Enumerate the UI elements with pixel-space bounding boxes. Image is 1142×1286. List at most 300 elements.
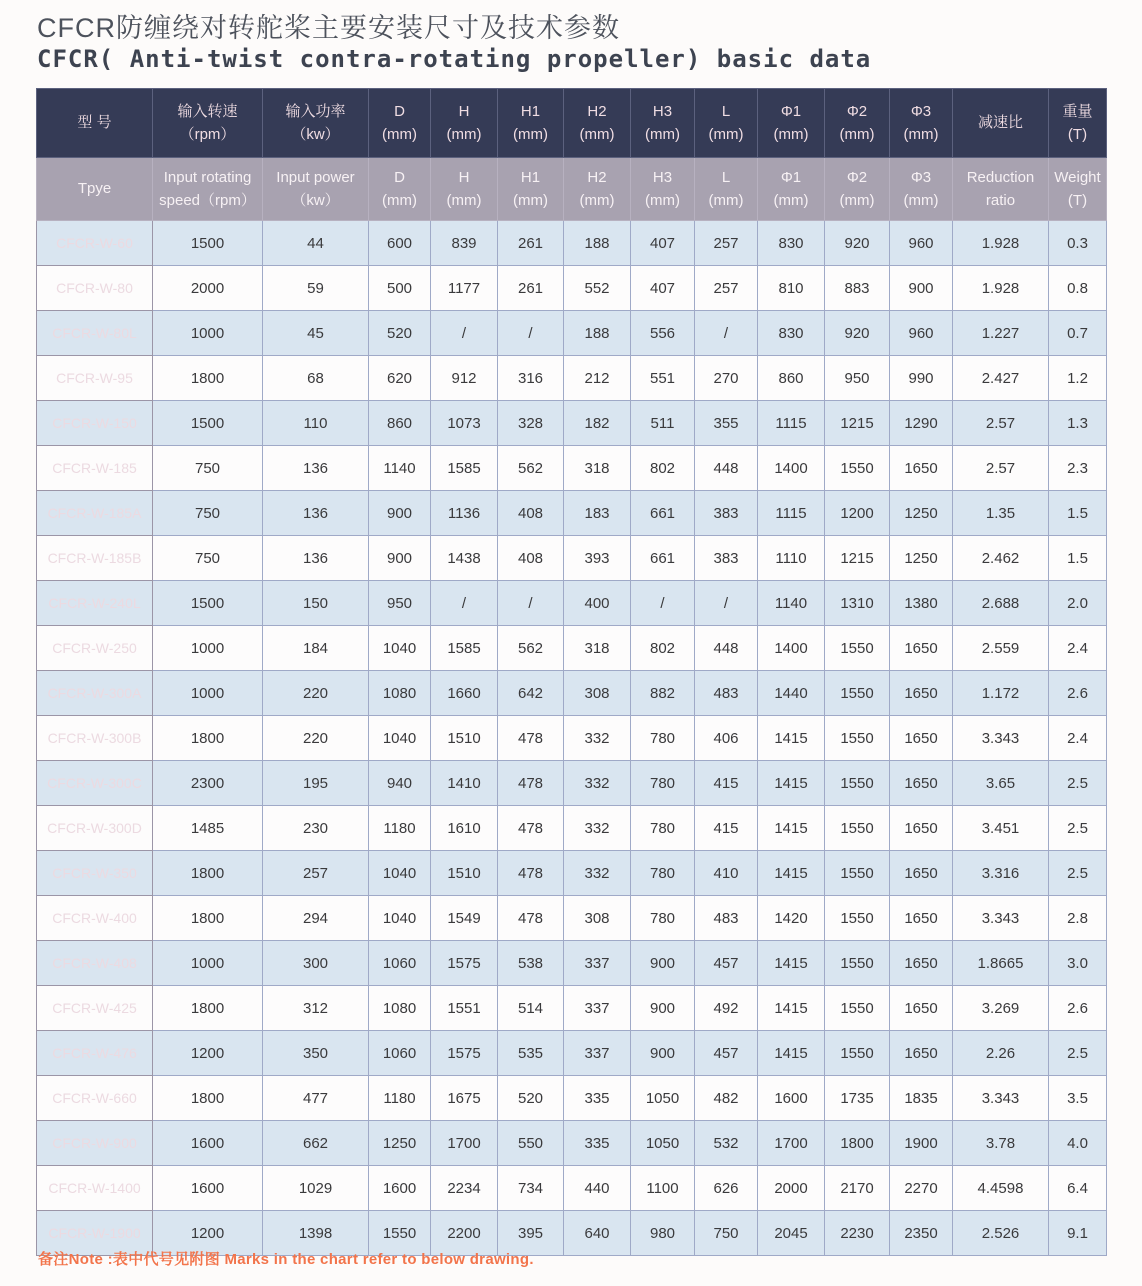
table-body: [37, 221, 1107, 1256]
value-cell: 2000: [153, 266, 263, 311]
value-cell: 780: [631, 806, 695, 851]
value-cell: 1650: [890, 806, 953, 851]
model-cell: CFCR-W-300A: [37, 671, 153, 716]
column-header-en: Reduction ratio: [953, 158, 1049, 221]
value-cell: 448: [695, 626, 758, 671]
value-cell: 1650: [890, 716, 953, 761]
value-cell: 640: [564, 1211, 631, 1256]
value-cell: 1050: [631, 1121, 695, 1166]
value-cell: 270: [695, 356, 758, 401]
value-cell: 1550: [825, 941, 890, 986]
table-header: [37, 89, 1107, 221]
value-cell: 110: [263, 401, 369, 446]
value-cell: 257: [263, 851, 369, 896]
value-cell: 383: [695, 536, 758, 581]
value-cell: 407: [631, 266, 695, 311]
column-header-zh: Φ2 (mm): [825, 89, 890, 158]
value-cell: 1550: [825, 806, 890, 851]
column-header-zh: H3 (mm): [631, 89, 695, 158]
column-header-en: Φ2 (mm): [825, 158, 890, 221]
value-cell: 1650: [890, 896, 953, 941]
value-cell: 1410: [431, 761, 498, 806]
value-cell: 3.65: [953, 761, 1049, 806]
value-cell: 1000: [153, 941, 263, 986]
value-cell: 950: [825, 356, 890, 401]
value-cell: 839: [431, 221, 498, 266]
value-cell: 2.5: [1049, 761, 1107, 806]
value-cell: 1110: [758, 536, 825, 581]
value-cell: 3.316: [953, 851, 1049, 896]
value-cell: 410: [695, 851, 758, 896]
value-cell: 1700: [431, 1121, 498, 1166]
page-title-chinese: CFCR防缠绕对转舵桨主要安装尺寸及技术参数: [37, 13, 620, 43]
table-row: [37, 221, 1107, 266]
column-header-en: L (mm): [695, 158, 758, 221]
value-cell: 1650: [890, 1031, 953, 1076]
value-cell: /: [431, 311, 498, 356]
value-cell: 626: [695, 1166, 758, 1211]
value-cell: 1700: [758, 1121, 825, 1166]
value-cell: 2200: [431, 1211, 498, 1256]
value-cell: 1040: [369, 851, 431, 896]
value-cell: 332: [564, 716, 631, 761]
value-cell: 2234: [431, 1166, 498, 1211]
value-cell: 780: [631, 716, 695, 761]
table-row: [37, 311, 1107, 356]
value-cell: 1310: [825, 581, 890, 626]
value-cell: 830: [758, 311, 825, 356]
value-cell: 780: [631, 761, 695, 806]
model-cell: CFCR-W-185: [37, 446, 153, 491]
column-header-zh: 输入功率 （kw）: [263, 89, 369, 158]
value-cell: 2.26: [953, 1031, 1049, 1076]
value-cell: 2.4: [1049, 626, 1107, 671]
value-cell: 1500: [153, 581, 263, 626]
table-row: [37, 941, 1107, 986]
value-cell: 0.8: [1049, 266, 1107, 311]
value-cell: 734: [498, 1166, 564, 1211]
value-cell: 2170: [825, 1166, 890, 1211]
value-cell: 59: [263, 266, 369, 311]
column-header-en: Input rotating speed（rpm）: [153, 158, 263, 221]
value-cell: 350: [263, 1031, 369, 1076]
value-cell: 802: [631, 626, 695, 671]
value-cell: 2.57: [953, 401, 1049, 446]
value-cell: 4.4598: [953, 1166, 1049, 1211]
value-cell: 335: [564, 1121, 631, 1166]
model-cell: CFCR-W-60: [37, 221, 153, 266]
value-cell: 750: [153, 446, 263, 491]
value-cell: 407: [631, 221, 695, 266]
value-cell: 1398: [263, 1211, 369, 1256]
value-cell: 1250: [890, 491, 953, 536]
value-cell: 2.5: [1049, 806, 1107, 851]
value-cell: 1585: [431, 626, 498, 671]
value-cell: 2.6: [1049, 986, 1107, 1031]
value-cell: 1550: [825, 671, 890, 716]
value-cell: 478: [498, 896, 564, 941]
header-row-zh: [37, 89, 1107, 158]
value-cell: 1800: [153, 716, 263, 761]
value-cell: 912: [431, 356, 498, 401]
value-cell: 2045: [758, 1211, 825, 1256]
value-cell: 1200: [153, 1211, 263, 1256]
value-cell: 2.5: [1049, 1031, 1107, 1076]
value-cell: 1485: [153, 806, 263, 851]
value-cell: 393: [564, 536, 631, 581]
value-cell: 500: [369, 266, 431, 311]
value-cell: 406: [695, 716, 758, 761]
spec-table: [36, 88, 1107, 1256]
value-cell: 562: [498, 446, 564, 491]
value-cell: 408: [498, 536, 564, 581]
value-cell: 337: [564, 941, 631, 986]
value-cell: 1380: [890, 581, 953, 626]
value-cell: 1.5: [1049, 491, 1107, 536]
value-cell: 860: [369, 401, 431, 446]
value-cell: /: [695, 311, 758, 356]
value-cell: 900: [631, 1031, 695, 1076]
model-cell: CFCR-W-185A: [37, 491, 153, 536]
value-cell: 337: [564, 1031, 631, 1076]
value-cell: 882: [631, 671, 695, 716]
value-cell: 920: [825, 221, 890, 266]
value-cell: 1600: [153, 1166, 263, 1211]
value-cell: 1.928: [953, 266, 1049, 311]
value-cell: 2.427: [953, 356, 1049, 401]
table-row: [37, 671, 1107, 716]
table-row: [37, 1121, 1107, 1166]
value-cell: 1800: [153, 986, 263, 1031]
column-header-en: D (mm): [369, 158, 431, 221]
value-cell: 478: [498, 761, 564, 806]
column-header-en: Weight (T): [1049, 158, 1107, 221]
value-cell: 0.7: [1049, 311, 1107, 356]
value-cell: 2000: [758, 1166, 825, 1211]
value-cell: 183: [564, 491, 631, 536]
value-cell: /: [498, 581, 564, 626]
value-cell: 1029: [263, 1166, 369, 1211]
table-row: [37, 581, 1107, 626]
value-cell: 184: [263, 626, 369, 671]
value-cell: 492: [695, 986, 758, 1031]
value-cell: 2.6: [1049, 671, 1107, 716]
value-cell: 478: [498, 716, 564, 761]
value-cell: 2.57: [953, 446, 1049, 491]
value-cell: 136: [263, 446, 369, 491]
value-cell: 550: [498, 1121, 564, 1166]
value-cell: 960: [890, 311, 953, 356]
value-cell: 830: [758, 221, 825, 266]
value-cell: 150: [263, 581, 369, 626]
table-row: [37, 266, 1107, 311]
model-cell: CFCR-W-95: [37, 356, 153, 401]
value-cell: 642: [498, 671, 564, 716]
value-cell: 520: [498, 1076, 564, 1121]
value-cell: 332: [564, 806, 631, 851]
value-cell: 900: [631, 941, 695, 986]
value-cell: 1115: [758, 401, 825, 446]
value-cell: 408: [498, 491, 564, 536]
value-cell: 1650: [890, 671, 953, 716]
value-cell: 1900: [890, 1121, 953, 1166]
model-cell: CFCR-W-408: [37, 941, 153, 986]
value-cell: 1510: [431, 716, 498, 761]
value-cell: 3.269: [953, 986, 1049, 1031]
value-cell: 195: [263, 761, 369, 806]
value-cell: 556: [631, 311, 695, 356]
value-cell: 1650: [890, 941, 953, 986]
value-cell: 514: [498, 986, 564, 1031]
value-cell: 1650: [890, 851, 953, 896]
model-cell: CFCR-W-660: [37, 1076, 153, 1121]
value-cell: 45: [263, 311, 369, 356]
value-cell: 482: [695, 1076, 758, 1121]
table-row: [37, 851, 1107, 896]
column-header-zh: Φ1 (mm): [758, 89, 825, 158]
page-title-english: CFCR( Anti-twist contra-rotating propeller) basic data: [37, 45, 872, 73]
value-cell: 220: [263, 716, 369, 761]
column-header-zh: 输入转速 （rpm）: [153, 89, 263, 158]
value-cell: 1177: [431, 266, 498, 311]
table-row: [37, 446, 1107, 491]
value-cell: 257: [695, 266, 758, 311]
table-row: [37, 356, 1107, 401]
value-cell: 182: [564, 401, 631, 446]
value-cell: 1800: [153, 851, 263, 896]
value-cell: 457: [695, 1031, 758, 1076]
model-cell: CFCR-W-400: [37, 896, 153, 941]
value-cell: 1.35: [953, 491, 1049, 536]
value-cell: 1.2: [1049, 356, 1107, 401]
table-row: [37, 536, 1107, 581]
header-row-en: [37, 158, 1107, 221]
value-cell: /: [431, 581, 498, 626]
value-cell: 538: [498, 941, 564, 986]
value-cell: 1610: [431, 806, 498, 851]
value-cell: 1400: [758, 446, 825, 491]
table-row: [37, 806, 1107, 851]
value-cell: 920: [825, 311, 890, 356]
value-cell: 355: [695, 401, 758, 446]
value-cell: 312: [263, 986, 369, 1031]
value-cell: 2.462: [953, 536, 1049, 581]
value-cell: 1180: [369, 806, 431, 851]
value-cell: 1200: [825, 491, 890, 536]
table-row: [37, 491, 1107, 536]
value-cell: 1050: [631, 1076, 695, 1121]
value-cell: 1.5: [1049, 536, 1107, 581]
value-cell: 1140: [758, 581, 825, 626]
value-cell: 780: [631, 896, 695, 941]
value-cell: 1415: [758, 1031, 825, 1076]
value-cell: 1420: [758, 896, 825, 941]
table-row: [37, 896, 1107, 941]
value-cell: 1438: [431, 536, 498, 581]
value-cell: 1800: [825, 1121, 890, 1166]
value-cell: 308: [564, 896, 631, 941]
value-cell: 1549: [431, 896, 498, 941]
value-cell: 1415: [758, 941, 825, 986]
value-cell: 1600: [758, 1076, 825, 1121]
value-cell: 4.0: [1049, 1121, 1107, 1166]
value-cell: 415: [695, 761, 758, 806]
value-cell: 562: [498, 626, 564, 671]
value-cell: 483: [695, 896, 758, 941]
value-cell: 300: [263, 941, 369, 986]
value-cell: 1073: [431, 401, 498, 446]
value-cell: 1550: [825, 716, 890, 761]
value-cell: 1250: [369, 1121, 431, 1166]
value-cell: 337: [564, 986, 631, 1031]
value-cell: 1650: [890, 626, 953, 671]
value-cell: 900: [631, 986, 695, 1031]
value-cell: 478: [498, 806, 564, 851]
value-cell: 2.5: [1049, 851, 1107, 896]
model-cell: CFCR-W-300D: [37, 806, 153, 851]
value-cell: 1735: [825, 1076, 890, 1121]
value-cell: 900: [369, 491, 431, 536]
value-cell: /: [695, 581, 758, 626]
value-cell: 3.0: [1049, 941, 1107, 986]
value-cell: 520: [369, 311, 431, 356]
value-cell: 2.559: [953, 626, 1049, 671]
value-cell: 395: [498, 1211, 564, 1256]
value-cell: 261: [498, 221, 564, 266]
table-row: [37, 401, 1107, 446]
model-cell: CFCR-W-350: [37, 851, 153, 896]
value-cell: 980: [631, 1211, 695, 1256]
value-cell: 1140: [369, 446, 431, 491]
model-cell: CFCR-W-900: [37, 1121, 153, 1166]
value-cell: 332: [564, 761, 631, 806]
value-cell: 3.343: [953, 896, 1049, 941]
value-cell: 3.5: [1049, 1076, 1107, 1121]
value-cell: 415: [695, 806, 758, 851]
model-cell: CFCR-W-240L: [37, 581, 153, 626]
value-cell: 1415: [758, 851, 825, 896]
value-cell: 483: [695, 671, 758, 716]
value-cell: 1290: [890, 401, 953, 446]
value-cell: 2230: [825, 1211, 890, 1256]
value-cell: 1200: [153, 1031, 263, 1076]
value-cell: 477: [263, 1076, 369, 1121]
column-header-zh: H1 (mm): [498, 89, 564, 158]
value-cell: 478: [498, 851, 564, 896]
table-row: [37, 716, 1107, 761]
value-cell: 3.78: [953, 1121, 1049, 1166]
value-cell: 1040: [369, 626, 431, 671]
value-cell: 1550: [825, 851, 890, 896]
value-cell: 780: [631, 851, 695, 896]
value-cell: 860: [758, 356, 825, 401]
column-header-zh: L (mm): [695, 89, 758, 158]
value-cell: 383: [695, 491, 758, 536]
value-cell: 750: [153, 491, 263, 536]
value-cell: 1650: [890, 761, 953, 806]
value-cell: 3.343: [953, 1076, 1049, 1121]
value-cell: 1215: [825, 536, 890, 581]
value-cell: 1.8665: [953, 941, 1049, 986]
value-cell: 1800: [153, 356, 263, 401]
value-cell: 1800: [153, 1076, 263, 1121]
value-cell: 2.3: [1049, 446, 1107, 491]
value-cell: 750: [695, 1211, 758, 1256]
value-cell: 294: [263, 896, 369, 941]
value-cell: 2350: [890, 1211, 953, 1256]
value-cell: 1000: [153, 671, 263, 716]
value-cell: 440: [564, 1166, 631, 1211]
value-cell: 2270: [890, 1166, 953, 1211]
value-cell: 2.526: [953, 1211, 1049, 1256]
value-cell: 1500: [153, 221, 263, 266]
value-cell: 212: [564, 356, 631, 401]
model-cell: CFCR-W-80L: [37, 311, 153, 356]
value-cell: 1100: [631, 1166, 695, 1211]
value-cell: 1550: [825, 446, 890, 491]
value-cell: 1415: [758, 761, 825, 806]
value-cell: 1551: [431, 986, 498, 1031]
model-cell: CFCR-W-476: [37, 1031, 153, 1076]
value-cell: 230: [263, 806, 369, 851]
value-cell: 316: [498, 356, 564, 401]
value-cell: 1440: [758, 671, 825, 716]
value-cell: 9.1: [1049, 1211, 1107, 1256]
value-cell: 1550: [825, 626, 890, 671]
table-row: [37, 626, 1107, 671]
value-cell: 1550: [825, 1031, 890, 1076]
value-cell: 1600: [369, 1166, 431, 1211]
value-cell: 1080: [369, 671, 431, 716]
value-cell: 188: [564, 221, 631, 266]
value-cell: 1550: [369, 1211, 431, 1256]
value-cell: 661: [631, 536, 695, 581]
value-cell: 662: [263, 1121, 369, 1166]
value-cell: 136: [263, 536, 369, 581]
value-cell: 1.172: [953, 671, 1049, 716]
column-header-zh: D (mm): [369, 89, 431, 158]
value-cell: 2300: [153, 761, 263, 806]
column-header-zh: H2 (mm): [564, 89, 631, 158]
value-cell: 1575: [431, 1031, 498, 1076]
value-cell: 136: [263, 491, 369, 536]
footer-note: 备注Note :表中代号见附图 Marks in the chart refer to below drawing.: [38, 1251, 534, 1268]
value-cell: 448: [695, 446, 758, 491]
model-cell: CFCR-W-150: [37, 401, 153, 446]
value-cell: 900: [890, 266, 953, 311]
value-cell: 400: [564, 581, 631, 626]
value-cell: 1650: [890, 446, 953, 491]
value-cell: 0.3: [1049, 221, 1107, 266]
model-cell: CFCR-W-1900: [37, 1211, 153, 1256]
column-header-en: Φ3 (mm): [890, 158, 953, 221]
value-cell: 1000: [153, 626, 263, 671]
value-cell: 552: [564, 266, 631, 311]
value-cell: 68: [263, 356, 369, 401]
value-cell: 1550: [825, 761, 890, 806]
value-cell: 620: [369, 356, 431, 401]
column-header-zh: 减速比: [953, 89, 1049, 158]
table-row: [37, 986, 1107, 1031]
value-cell: 750: [153, 536, 263, 581]
value-cell: 1040: [369, 716, 431, 761]
value-cell: 802: [631, 446, 695, 491]
value-cell: /: [631, 581, 695, 626]
value-cell: 1250: [890, 536, 953, 581]
value-cell: 960: [890, 221, 953, 266]
column-header-zh: H (mm): [431, 89, 498, 158]
value-cell: 1080: [369, 986, 431, 1031]
